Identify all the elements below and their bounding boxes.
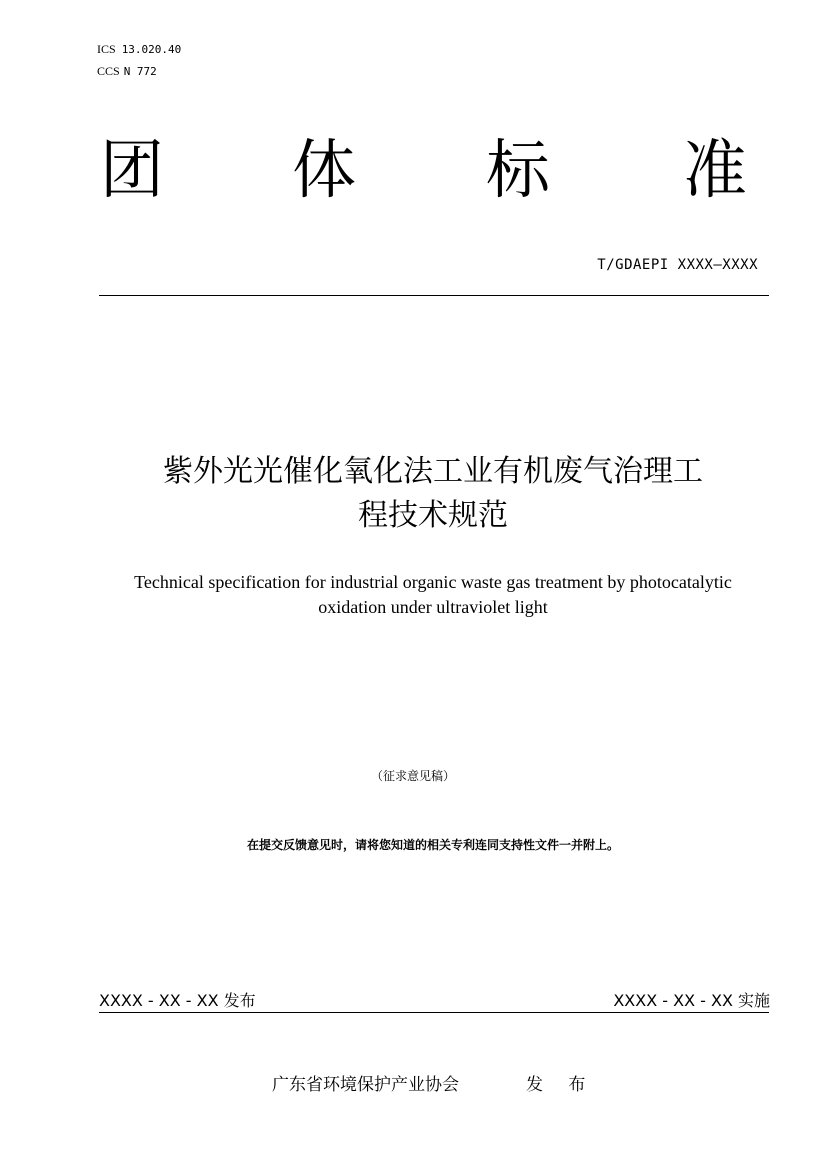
ccs-classification	[97, 64, 157, 79]
release-date: XXXX - XX - XX 发布	[99, 991, 256, 1010]
patent-notice: 在提交反馈意见时，请将您知道的相关专利连同支持性文件一并附上。	[246, 838, 619, 852]
group-standard-heading	[0, 134, 826, 208]
implementation-date: XXXX - XX - XX 实施	[613, 991, 770, 1010]
document-title-en	[90, 570, 776, 620]
heading-char: 标	[486, 134, 550, 208]
heading-char: 团	[100, 134, 164, 208]
ics-label: ICS	[97, 42, 116, 56]
ccs-label: CCS	[97, 64, 120, 78]
publish-label: 发 布	[526, 1075, 596, 1095]
publisher-name: 广东省环境保护产业协会	[272, 1075, 459, 1095]
header-divider	[99, 295, 769, 296]
title-en-line: Technical specification for industrial organic waste gas treatment by photocatalytic	[134, 572, 732, 592]
footer-divider	[99, 1012, 769, 1013]
heading-char: 体	[292, 134, 356, 208]
title-cn-line: 紫外光光催化氧化法工业有机废气治理工	[163, 454, 703, 489]
heading-char: 准	[683, 134, 747, 208]
ics-classification	[97, 42, 181, 57]
title-cn-line: 程技术规范	[358, 498, 508, 533]
standard-number: T/GDAEPI XXXX—XXXX	[597, 257, 758, 273]
title-en-line: oxidation under ultraviolet light	[318, 597, 548, 617]
ccs-code: N 772	[123, 65, 157, 78]
ics-code: 13.020.40	[121, 43, 182, 56]
draft-status-note: （征求意见稿）	[370, 769, 455, 783]
document-title-cn	[90, 450, 776, 538]
